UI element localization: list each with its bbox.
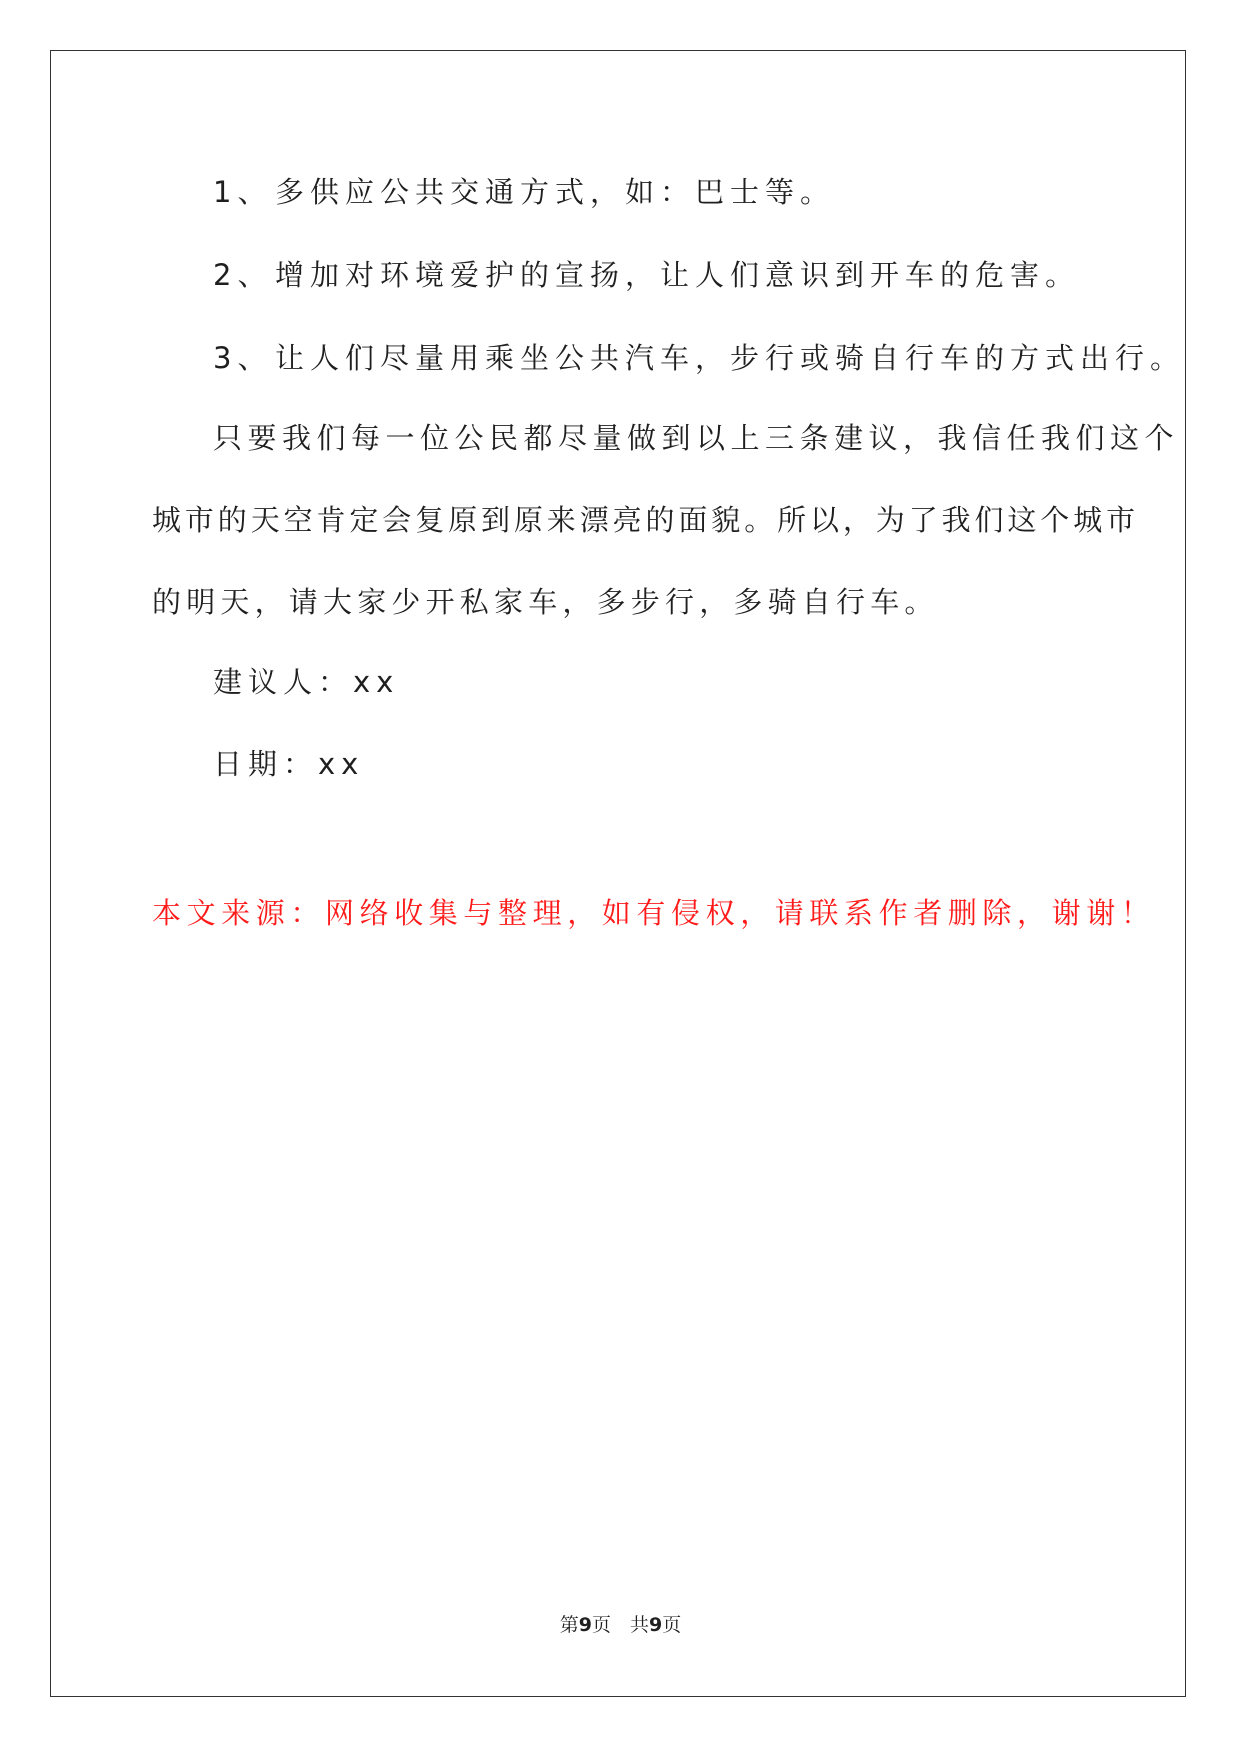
- footer-page-current: 9: [578, 1614, 592, 1636]
- paragraph-line-2: 城市的天空肯定会复原到原来漂亮的面貌。所以，为了我们这个城市: [152, 503, 1140, 537]
- footer-page-suffix: 页: [662, 1614, 682, 1636]
- paragraph-line-3: 的明天，请大家少开私家车，多步行，多骑自行车。: [152, 585, 939, 619]
- footer-page-total: 9: [649, 1614, 663, 1636]
- list-item-3: [213, 338, 1185, 378]
- list-item-1: [213, 172, 835, 212]
- list-item-number: 2、: [213, 258, 273, 292]
- page-footer: [0, 1613, 1241, 1637]
- source-note: 本文来源：网络收集与整理，如有侵权，请联系作者删除，谢谢！: [152, 896, 1156, 930]
- list-item-text: 多供应公共交通方式，如：巴士等。: [275, 175, 836, 209]
- list-item-text: 让人们尽量用乘坐公共汽车，步行或骑自行车的方式出行。: [275, 341, 1186, 375]
- footer-page-mid: 页 共: [591, 1614, 649, 1636]
- list-item-number: 3、: [213, 341, 273, 375]
- date-line: 日期：xx: [213, 747, 365, 781]
- page-border: [50, 50, 1186, 1697]
- footer-page-prefix: 第: [559, 1614, 579, 1636]
- paragraph-line-1: 只要我们每一位公民都尽量做到以上三条建议，我信任我们这个: [213, 421, 1180, 455]
- list-item-number: 1、: [213, 175, 273, 209]
- list-item-2: [213, 255, 1080, 295]
- proposer-line: 建议人：xx: [213, 665, 400, 699]
- list-item-text: 增加对环境爱护的宣扬，让人们意识到开车的危害。: [275, 258, 1081, 292]
